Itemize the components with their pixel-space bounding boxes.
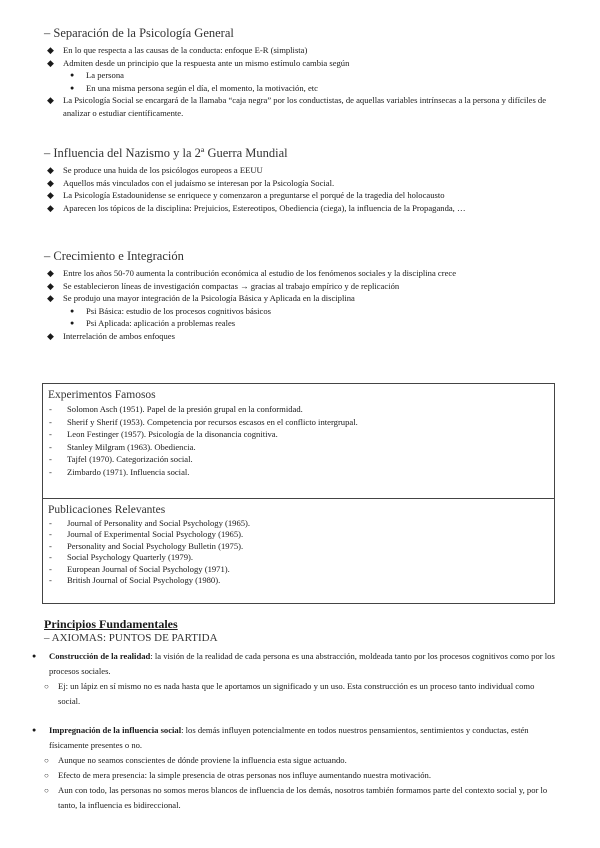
- publication-item: - Personality and Social Psychology Bulletin (1975).: [43, 541, 554, 552]
- section-heading-crecimiento: – Crecimiento e Integración: [44, 249, 184, 263]
- publications-list: [43, 518, 554, 586]
- axiom-subitem: ○ Aun con todo, las personas no somos meros blancos de influencia de los demás, nosotros también formamos parte del contexto social y, por lo tanto, la influencia es bidireccional.: [44, 783, 558, 813]
- list-item-text: Admiten desde un principio que la respuesta ante un mismo estímulo cambia según: [63, 57, 350, 68]
- experiments-title: Experimentos Famosos: [48, 389, 156, 401]
- experiment-item: - Leon Festinger (1957). Psicología de la disonancia cognitiva.: [43, 428, 554, 441]
- axiom-subitem: ○ Aunque no seamos conscientes de dónde proviene la influencia esta sigue actuando.: [44, 753, 558, 768]
- list-item: ◆ Se establecieron líneas de investigación compactas → gracias al trabajo empírico y de replicación: [44, 280, 556, 293]
- experiment-item: - Zimbardo (1971). Influencia social.: [43, 466, 554, 479]
- axiom-term: Construcción de la realidad: [49, 651, 151, 661]
- list-item: ◆ Se produce una huida de los psicólogos europeos a EEUU: [44, 164, 556, 177]
- list-item-text: Se produjo una mayor integración de la Psicología Básica y Aplicada en la disciplina: [63, 293, 355, 304]
- axiom-text: : la visión de la realidad de cada persona es una abstracción, moldeada tanto por los procesos cognitivos como por los procesos sociales.: [49, 651, 555, 676]
- sublist: [44, 69, 556, 94]
- list-item: [44, 57, 556, 95]
- section-list-crecimiento: [44, 267, 556, 343]
- axiom-item: [28, 649, 558, 709]
- publications-title: Publicaciones Relevantes: [48, 504, 166, 516]
- sublist-item: ● La persona: [44, 69, 556, 82]
- axiom-item: [28, 723, 558, 813]
- axiom-term: Impregnación de la influencia social: [49, 725, 182, 735]
- experiments-list: [43, 403, 554, 479]
- list-item: ◆ En lo que respecta a las causas de la conducta: enfoque E-R (simplista): [44, 44, 556, 57]
- section-heading-nazismo: – Influencia del Nazismo y la 2ª Guerra Mundial: [44, 146, 288, 160]
- list-item: ◆ Interrelación de ambos enfoques: [44, 330, 556, 343]
- sublist-item: ● En una misma persona según el día, el momento, la motivación, etc: [44, 82, 556, 95]
- section-list-nazismo: [44, 164, 556, 214]
- experiment-item: - Solomon Asch (1951). Papel de la presión grupal en la conformidad.: [43, 403, 554, 416]
- principles-title: Principios Fundamentales: [44, 617, 178, 631]
- axiom-subitem: ○ Efecto de mera presencia: la simple presencia de otras personas nos influye aumentando nuestra motivación.: [44, 768, 558, 783]
- axiom-sublist: [44, 753, 558, 813]
- list-item: ◆ Entre los años 50-70 aumenta la contribución económica al estudio de los fenómenos sociales y la disciplina crece: [44, 267, 556, 280]
- publication-item: - British Journal of Social Psychology (1980).: [43, 575, 554, 586]
- sublist-item: ● Psi Básica: estudio de los procesos cognitivos básicos: [44, 305, 556, 318]
- axiom-list-2: [28, 723, 558, 813]
- axiom-subitem: ○ Ej: un lápiz en sí mismo no es nada hasta que le aportamos un significado y un uso. Esta construcción es un proceso tanto individual como social.: [44, 679, 558, 709]
- list-item: [44, 292, 556, 330]
- publications-box: [42, 498, 555, 604]
- axiom-list-1: [28, 649, 558, 709]
- experiments-box: [42, 383, 555, 499]
- experiment-item: - Stanley Milgram (1963). Obediencia.: [43, 441, 554, 454]
- publication-item: - Journal of Personality and Social Psychology (1965).: [43, 518, 554, 529]
- axiom-sublist: [44, 679, 558, 709]
- publication-item: - Journal of Experimental Social Psychology (1965).: [43, 529, 554, 540]
- section-list-separacion: [44, 44, 556, 120]
- section-heading-separacion: – Separación de la Psicología General: [44, 26, 234, 40]
- publication-item: - Social Psychology Quarterly (1979).: [43, 552, 554, 563]
- sublist: [44, 305, 556, 330]
- axiom-text: : los demás influyen potencialmente en todos nuestros pensamientos, sentimientos y conductas, estén físicamente presentes o no.: [49, 725, 529, 750]
- list-item: ◆ La Psicología Estadounidense se enriquece y comenzaron a preguntarse el porqué de la tragedia del holocausto: [44, 189, 556, 202]
- experiment-item: - Tajfel (1970). Categorización social.: [43, 453, 554, 466]
- principles-subtitle: – AXIOMAS: PUNTOS DE PARTIDA: [44, 632, 218, 644]
- list-item: ◆ La Psicología Social se encargará de la llamaba “caja negra” por los conductistas, de aquellas variables intrínsecas a la persona y difíciles de analizar o estudiar científicamente.: [44, 94, 556, 119]
- sublist-item: ● Psi Aplicada: aplicación a problemas reales: [44, 317, 556, 330]
- experiment-item: - Sherif y Sherif (1953). Competencia por recursos escasos en el conflicto intergrupal.: [43, 416, 554, 429]
- list-item: ◆ Aquellos más vinculados con el judaísmo se interesan por la Psicología Social.: [44, 177, 556, 190]
- publication-item: - European Journal of Social Psychology (1971).: [43, 564, 554, 575]
- list-item: ◆ Aparecen los tópicos de la disciplina: Prejuicios, Estereotipos, Obediencia (ciega), la influencia de la Propaganda, …: [44, 202, 556, 215]
